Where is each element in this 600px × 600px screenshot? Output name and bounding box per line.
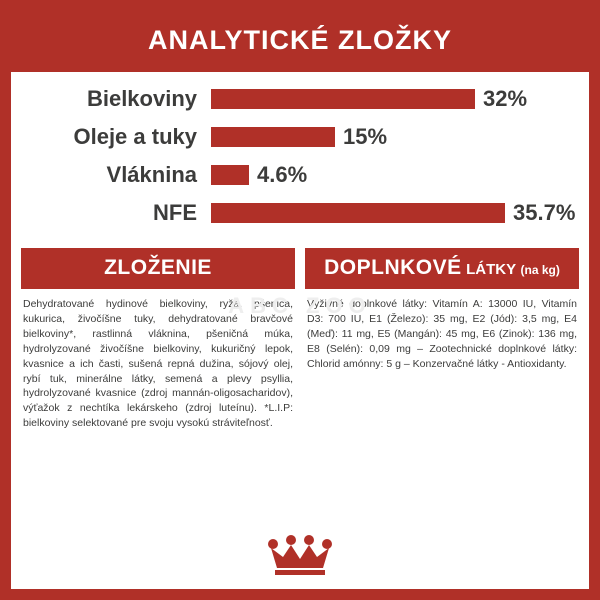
chart-row	[11, 158, 589, 192]
watermark: ABC ZOO	[228, 293, 372, 318]
bar-label: Bielkoviny	[86, 86, 197, 111]
bar-track	[211, 196, 589, 230]
crown-icon	[265, 535, 335, 579]
additives-heading-sub: LÁTKY	[466, 261, 517, 278]
composition-column	[21, 248, 295, 431]
detail-columns	[11, 240, 589, 431]
analytical-section-title: ANALYTICKÉ ZLOŽKY	[11, 11, 589, 72]
chart-row	[11, 120, 589, 154]
bar-label: NFE	[153, 200, 197, 225]
bar-label: Oleje a tuky	[73, 124, 197, 149]
bar-fill	[211, 165, 249, 185]
bar-fill	[211, 89, 475, 109]
bar-track	[211, 158, 589, 192]
label-inner	[11, 11, 589, 589]
additives-text: Výživné doplnkové látky: Vitamín A: 13000 IU, Vitamín D3: 700 IU, E1 (Železo): 35 mg, E2 (Jód): 3,5 mg, E4 (Meď): 11 mg, E5 (Mangán): 45 mg, E6 (Zinok): 136 mg, E8 (Selén): 0,09 mg – Zootechnické doplnkové látky: Chlorid amónny: 5 g – Konzervačné látky - Antioxidanty.	[307, 298, 577, 370]
composition-text: Dehydratované hydinové bielkoviny, ryža, pšenica, kukurica, živočíšne tuky, dehydratované bravčové bielkoviny*, rastlinná vláknina, pšeničná múka, hydrolyzované živočíšne bielkoviny, kukuričný lepok, kvasnice a ich časti, sušená repná dužina, sójový olej, rybí tuk, minerálne látky, semená a plevy psyllia, hydrolyzované kvasnice (zdroj mannán-oligosacharidov), výťažok z nechtíka lekárskeho (zdroj luteínu). *L.I.P: bielkoviny selektované pre svoju vysokú stráviteľnosť.	[23, 298, 293, 430]
bar-label: Vláknina	[106, 162, 197, 187]
composition-heading-text: ZLOŽENIE	[104, 256, 212, 279]
chart-row	[11, 196, 589, 230]
bar-value: 32%	[483, 86, 528, 111]
bar-track	[211, 120, 589, 154]
bar-fill	[211, 203, 505, 223]
bar-value: 4.6%	[257, 162, 308, 187]
additives-heading	[305, 248, 579, 289]
composition-heading	[21, 248, 295, 289]
additives-column	[305, 248, 579, 431]
brand-logo	[11, 535, 589, 579]
bar-value: 35.7%	[513, 200, 576, 225]
analytical-bar-chart	[11, 72, 589, 240]
chart-row	[11, 82, 589, 116]
bar-value: 15%	[343, 124, 388, 149]
bar-track	[211, 82, 589, 116]
composition-body	[21, 289, 295, 431]
bar-fill	[211, 127, 335, 147]
additives-heading-main: DOPLNKOVÉ	[324, 256, 462, 279]
additives-body	[305, 289, 579, 372]
additives-heading-unit: (na kg)	[520, 263, 560, 277]
